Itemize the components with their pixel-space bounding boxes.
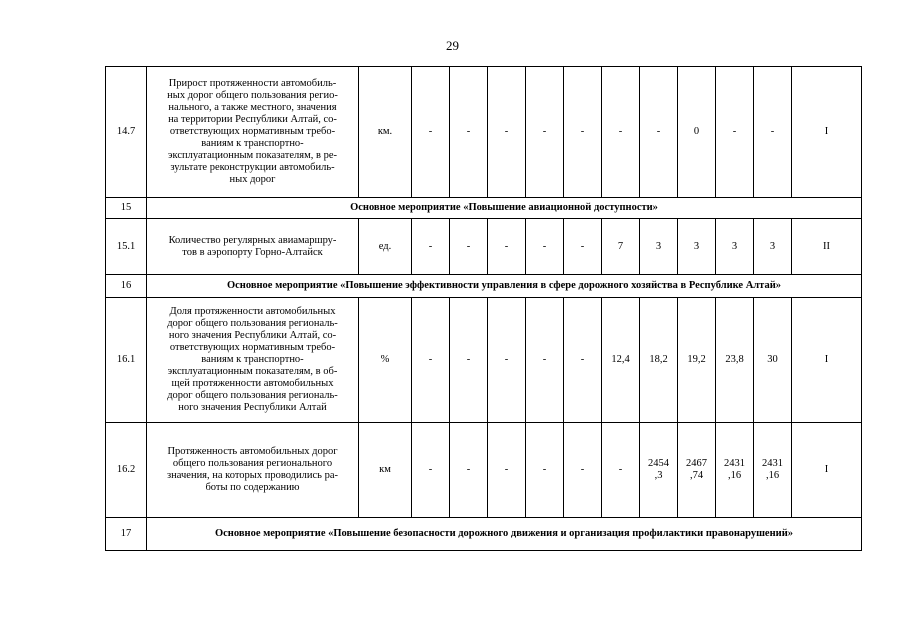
value-cell: 12,4 xyxy=(602,298,640,423)
description-line: щей протяженности автомобильных xyxy=(171,378,334,389)
category-cell: I xyxy=(792,298,862,423)
description-line: значения, на которых проводились ра- xyxy=(167,470,338,481)
value-part: ,3 xyxy=(654,470,663,481)
description-line: боты по содержанию xyxy=(205,482,300,493)
section-title: Основное мероприятие «Повышение эффективности управления в сфере дорожного хозяйства в Республике Алтай» xyxy=(147,275,862,298)
value-cell: 0 xyxy=(678,67,716,198)
category-cell: I xyxy=(792,423,862,518)
description-line: общего пользования регионального xyxy=(172,458,333,469)
value-cell: - xyxy=(564,219,602,275)
value-cell: - xyxy=(564,423,602,518)
description-line: эксплуатационным показателям, в об- xyxy=(167,366,338,377)
description-line: ответствующих нормативным требо- xyxy=(169,126,336,137)
section-row xyxy=(106,275,862,298)
value-cell: 7 xyxy=(602,219,640,275)
row-number: 16 xyxy=(106,275,147,298)
category-cell: II xyxy=(792,219,862,275)
indicator-description xyxy=(147,298,359,423)
value-cell: 23,8 xyxy=(716,298,754,423)
value-cell: - xyxy=(602,423,640,518)
category-cell: I xyxy=(792,67,862,198)
value-cell: - xyxy=(716,67,754,198)
row-number: 14.7 xyxy=(106,67,147,198)
description-line: Количество регулярных авиамаршру- xyxy=(168,234,337,246)
section-row xyxy=(106,198,862,219)
description-line: эксплуатационным показателям, в ре- xyxy=(167,150,337,161)
description-line: ваниям к транспортно- xyxy=(201,138,304,149)
table-row xyxy=(106,298,862,423)
row-number: 15.1 xyxy=(106,219,147,275)
value-cell: 19,2 xyxy=(678,298,716,423)
description-line: ваниям к транспортно- xyxy=(201,354,304,365)
value-part: ,16 xyxy=(765,470,780,481)
value-cell: - xyxy=(526,67,564,198)
value-cell: - xyxy=(564,67,602,198)
description-line: тов в аэропорту Горно-Алтайск xyxy=(182,246,323,258)
value-cell: - xyxy=(412,298,450,423)
value-part: ,16 xyxy=(727,470,742,481)
value-part: 2431 xyxy=(724,458,745,469)
description-line: на территории Республики Алтай, со- xyxy=(168,114,337,125)
indicator-description xyxy=(147,67,359,198)
value-cell: - xyxy=(602,67,640,198)
description-line: ных дорог xyxy=(229,174,276,185)
value-cell: 30 xyxy=(754,298,792,423)
value-cell: - xyxy=(640,67,678,198)
value-cell: - xyxy=(412,423,450,518)
row-number: 15 xyxy=(106,198,147,219)
table-row xyxy=(106,67,862,198)
value-cell: - xyxy=(488,219,526,275)
value-cell: - xyxy=(450,423,488,518)
value-cell: - xyxy=(412,67,450,198)
description-line: ных дорог общего пользования регио- xyxy=(167,90,338,101)
value-cell: - xyxy=(450,67,488,198)
indicator-description xyxy=(147,423,359,518)
unit-cell: % xyxy=(359,298,412,423)
value-cell xyxy=(754,423,792,518)
value-cell xyxy=(640,423,678,518)
value-part: 2454 xyxy=(648,458,669,469)
value-cell: - xyxy=(450,298,488,423)
description-line: зультате реконструкции автомобиль- xyxy=(170,162,335,173)
description-line: дорог общего пользования региональ- xyxy=(167,318,338,329)
row-number: 16.2 xyxy=(106,423,147,518)
value-cell: 3 xyxy=(640,219,678,275)
table-row xyxy=(106,219,862,275)
row-number: 17 xyxy=(106,518,147,551)
value-cell xyxy=(716,423,754,518)
unit-cell: км xyxy=(359,423,412,518)
value-cell: - xyxy=(488,67,526,198)
unit-cell: ед. xyxy=(359,219,412,275)
section-row xyxy=(106,518,862,551)
value-cell: - xyxy=(564,298,602,423)
value-cell: 3 xyxy=(754,219,792,275)
description-line: ного значения Республики Алтай xyxy=(178,402,327,413)
page-number: 29 xyxy=(446,38,459,53)
value-part: ,74 xyxy=(689,470,704,481)
value-part: 2467 xyxy=(686,458,707,469)
description-line: Доля протяженности автомобильных xyxy=(169,306,336,317)
value-cell: - xyxy=(526,298,564,423)
value-part: 2431 xyxy=(762,458,783,469)
row-number: 16.1 xyxy=(106,298,147,423)
section-title: Основное мероприятие «Повышение авиационной доступности» xyxy=(147,198,862,219)
indicator-description xyxy=(147,219,359,275)
value-cell: - xyxy=(412,219,450,275)
value-cell: - xyxy=(754,67,792,198)
value-cell: - xyxy=(526,219,564,275)
unit-cell: км. xyxy=(359,67,412,198)
value-cell: 3 xyxy=(678,219,716,275)
description-line: Прирост протяженности автомобиль- xyxy=(168,78,337,89)
description-line: ного значения Республики Алтай, со- xyxy=(168,330,337,341)
value-cell: - xyxy=(526,423,564,518)
value-cell: 18,2 xyxy=(640,298,678,423)
value-cell: - xyxy=(488,298,526,423)
description-line: ответствующих нормативным требо- xyxy=(169,342,336,353)
description-line: нального, а также местного, значения xyxy=(168,102,337,113)
value-cell: 3 xyxy=(716,219,754,275)
value-cell xyxy=(678,423,716,518)
description-line: дорог общего пользования региональ- xyxy=(167,390,338,401)
value-cell: - xyxy=(450,219,488,275)
indicators-table xyxy=(105,66,862,551)
section-title: Основное мероприятие «Повышение безопасности дорожного движения и организация профилактики правонарушений» xyxy=(147,518,862,551)
description-line: Протяженность автомобильных дорог xyxy=(167,446,338,457)
value-cell: - xyxy=(488,423,526,518)
table-row xyxy=(106,423,862,518)
